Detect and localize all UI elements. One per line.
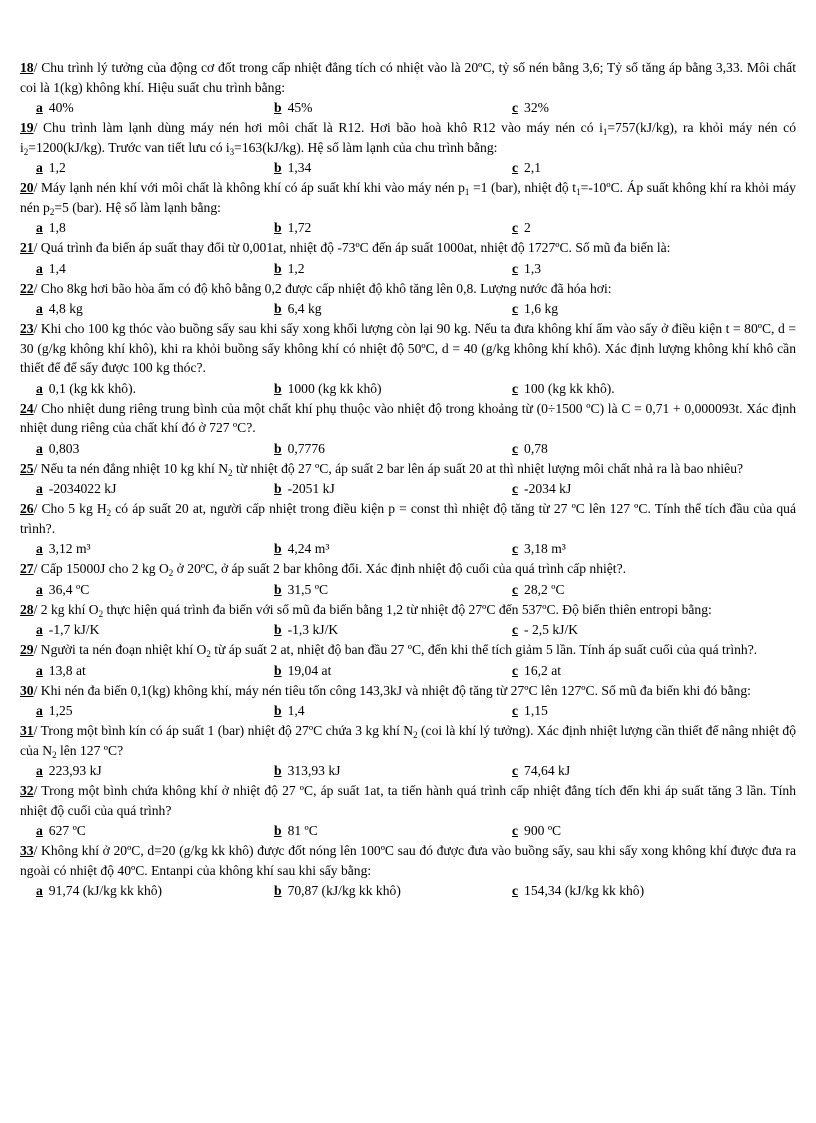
- option-letter: b: [274, 301, 282, 316]
- answer-option-a: [36, 760, 102, 781]
- option-letter: c: [512, 662, 519, 678]
- answer-option-a: [36, 820, 86, 841]
- answer-option-a: [36, 157, 66, 178]
- answer-option-c: [512, 538, 566, 559]
- option-letter: a: [36, 581, 43, 597]
- question-text: Chu trình lý tưởng của động cơ đốt trong cấp nhiệt đẳng tích có nhiệt vào là 20ºC, tỷ số nén bằng 3,6; Tỷ số tăng áp bằng 3,33. Môi chất coi là 1(kg) không khí. Hiệu suất chu trình bằng:: [20, 60, 796, 95]
- option-letter: b: [274, 380, 282, 396]
- subscript: 2: [168, 568, 174, 578]
- option-text: 1,2: [287, 260, 305, 276]
- question-text: Cho nhiệt dung riêng trung bình của một chất khí phụ thuộc vào nhiệt độ trong khoảng từ (0÷1500 ºC) là C = 0,71 + 0,000093t. Xác định nhiệt dung riêng của chất khí đó ở 727 ºC?.: [20, 400, 796, 435]
- answer-option-c: [512, 579, 565, 600]
- option-letter: a: [36, 380, 43, 396]
- option-text: -2034 kJ: [524, 481, 572, 496]
- option-text: 31,5 ºC: [287, 581, 329, 597]
- answer-option-a: [36, 619, 99, 640]
- answer-option-a: [36, 378, 136, 399]
- question-19: 19/ Chu trình làm lạnh dùng máy nén hơi môi chất là R12. Hơi bão hoà khô R12 vào máy nén có $i_1=757(kJ/kg)$, ra khỏi máy nén có $i_2=1200(kJ/kg)$. Trước van tiết lưu có $i_3=163(kJ/kg)$. Hệ số làm lạnh của chu trình bằng:: [20, 120, 796, 157]
- option-letter: b: [274, 763, 282, 778]
- subscript: 2: [49, 206, 55, 217]
- option-letter: c: [512, 160, 519, 175]
- option-text: 32%: [524, 100, 549, 115]
- option-text: 154,34 (kJ/kg kk khô): [524, 883, 645, 898]
- question-text: =757(kJ/kg), ra khỏi máy nén có i: [20, 120, 796, 155]
- question-text: 2 kg khí O: [40, 601, 99, 617]
- option-text: 1,25: [48, 703, 73, 718]
- answer-option-b: [274, 619, 338, 640]
- option-letter: c: [512, 763, 519, 778]
- question-32: 32/ Trong một bình chứa không khí ở nhiệt độ 27 ºC, áp suất 1at, ta tiến hành quá trình cấp nhiệt đẳng tích đến khi áp suất tăng 3 lần. Tính nhiệt độ cuối của quá trình?: [20, 783, 796, 818]
- question-number: 31: [20, 723, 34, 738]
- option-letter: c: [512, 622, 519, 637]
- option-letter: b: [274, 883, 282, 898]
- answer-options: [20, 438, 796, 459]
- question-number: 25: [20, 460, 34, 476]
- answer-option-b: [274, 438, 325, 459]
- option-letter: c: [512, 380, 519, 396]
- option-text: 3,18 m³: [524, 541, 566, 556]
- subscript: 1: [602, 127, 608, 137]
- option-text: 627 ºC: [48, 823, 86, 838]
- option-text: 45%: [287, 100, 313, 115]
- answer-options: [20, 700, 796, 721]
- option-text: 16,2 at: [524, 662, 562, 678]
- answer-options: [20, 258, 796, 279]
- question-text: Người ta nén đoạn nhiệt khí O: [40, 642, 207, 657]
- option-letter: b: [274, 100, 282, 115]
- option-letter: b: [274, 260, 282, 276]
- answer-options: [20, 97, 796, 118]
- option-text: 40%: [48, 100, 74, 115]
- question-text: =-10ºC. Áp suất không khí ra khỏi máy nén p: [20, 180, 796, 215]
- answer-option-b: [274, 538, 329, 559]
- question-31: 31/ Trong một bình kín có áp suất 1 (bar) nhiệt độ 27ºC chứa 3 kg khí $N_2$ (coi là khí lý tưởng). Xác định nhiệt lượng cần thiết để nâng nhiệt độ của $N_2$ lên 127 ºC?: [20, 723, 796, 760]
- option-text: 1,2: [48, 160, 66, 175]
- question-26: 26/ Cho 5 kg $H_2$ có áp suất 20 at, người cấp nhiệt trong điều kiện p = const thì nhiệt độ tăng từ 27 ºC lên 127 ºC. Tính thể tích đầu của quá trình?.: [20, 501, 796, 536]
- option-letter: b: [274, 160, 282, 175]
- question-text: =1 (bar), nhiệt độ t: [469, 180, 577, 195]
- question-number: 22: [20, 280, 34, 296]
- answer-option-a: [36, 258, 66, 279]
- question-25: 25/ Nếu ta nén đẳng nhiệt 10 kg khí $N_2$ từ nhiệt độ 27 ºC, áp suất 2 bar lên áp suất 20 at thì nhiệt lượng môi chất nhả ra là bao nhiêu?: [20, 460, 744, 478]
- question-28: 28/ 2 kg khí $O_2$ thực hiện quá trình đa biến với số mũ đa biến bằng 1,2 từ nhiệt độ 27ºC đến 537ºC. Độ biến thiên entropi bằng:: [20, 601, 712, 619]
- question-text: Chu trình làm lạnh dùng máy nén hơi môi chất là R12. Hơi bão hoà khô R12 vào máy nén có i: [42, 120, 603, 135]
- option-letter: b: [274, 481, 282, 496]
- question-18: 18/ Chu trình lý tưởng của động cơ đốt trong cấp nhiệt đẳng tích có nhiệt vào là 20ºC, tỷ số nén bằng 3,6; Tỷ số tăng áp bằng 3,33. Môi chất coi là 1(kg) không khí. Hiệu suất chu trình bằng:: [20, 60, 796, 95]
- option-text: 2: [524, 220, 531, 235]
- option-text: 74,64 kJ: [524, 763, 571, 778]
- answer-options: [20, 157, 796, 178]
- option-text: 4,8 kg: [48, 301, 83, 316]
- subscript: 2: [228, 467, 233, 478]
- option-letter: b: [274, 662, 282, 678]
- answer-option-a: [36, 298, 83, 319]
- option-letter: a: [36, 883, 43, 898]
- subscript: 1: [576, 187, 581, 197]
- option-letter: c: [512, 823, 519, 838]
- question-text: từ nhiệt độ 27 ºC, áp suất 2 bar lên áp suất 20 at thì nhiệt lượng môi chất nhả ra là bao nhiêu?: [232, 460, 744, 476]
- option-letter: c: [512, 883, 519, 898]
- option-letter: a: [36, 100, 43, 115]
- option-letter: b: [274, 220, 282, 235]
- option-text: 1,8: [48, 220, 66, 235]
- answer-option-c: [512, 700, 548, 721]
- answer-options: [20, 579, 796, 600]
- option-text: 1,15: [524, 703, 548, 718]
- option-letter: a: [36, 541, 43, 556]
- answer-options: [20, 298, 796, 319]
- option-text: 0,78: [524, 440, 548, 456]
- subscript: 2: [98, 608, 104, 619]
- option-text: 1,34: [287, 160, 312, 175]
- answer-option-c: [512, 157, 541, 178]
- question-24: 24/ Cho nhiệt dung riêng trung bình của một chất khí phụ thuộc vào nhiệt độ trong khoảng từ (0÷1500 ºC) là C = 0,71 + 0,000093t. Xác định nhiệt dung riêng của chất khí đó ở 727 ºC?.: [20, 400, 796, 435]
- option-text: 0,7776: [287, 440, 325, 456]
- question-text: Khi nén đa biến 0,1(kg) không khí, máy nén tiêu tốn công 143,3kJ và nhiệt độ tăng từ 27ºC lên 127ºC. Số mũ đa biến khi đó bằng:: [40, 682, 751, 698]
- option-text: -2034022 kJ: [48, 481, 117, 496]
- answer-option-b: [274, 298, 322, 319]
- option-letter: a: [36, 622, 43, 637]
- answer-option-c: [512, 258, 541, 279]
- option-letter: b: [274, 703, 282, 718]
- subscript: 2: [206, 649, 211, 659]
- option-letter: a: [36, 160, 43, 175]
- question-number: 19: [20, 120, 34, 135]
- option-text: 4,24 m³: [287, 541, 330, 556]
- option-text: -2051 kJ: [287, 481, 335, 496]
- answer-option-c: [512, 378, 615, 399]
- option-letter: b: [274, 622, 282, 637]
- answer-option-c: [512, 478, 571, 499]
- answer-option-b: [274, 217, 311, 238]
- question-text: Nếu ta nén đẳng nhiệt 10 kg khí N: [40, 460, 229, 476]
- option-letter: a: [36, 440, 43, 456]
- subscript: 2: [106, 508, 112, 518]
- answer-option-c: [512, 438, 548, 459]
- answer-option-a: [36, 660, 86, 681]
- option-letter: c: [512, 481, 519, 496]
- question-33: 33/ Không khí ở 20ºC, d=20 (g/kg kk khô) được đốt nóng lên 100ºC sau đó được đưa vào buồng sấy, sau khi sấy xong không khí được đưa ra ngoài có nhiệt độ 40ºC. Entanpi của không khí sau khi sấy bằng:: [20, 843, 796, 878]
- option-text: 1,3: [524, 260, 542, 276]
- option-text: 1,4: [48, 260, 66, 276]
- option-text: 36,4 ºC: [48, 581, 90, 597]
- answer-options: [20, 538, 796, 559]
- option-letter: c: [512, 260, 519, 276]
- question-number: 24: [20, 400, 34, 416]
- answer-options: [20, 820, 796, 841]
- answer-option-b: [274, 579, 328, 600]
- question-text: Cấp 15000J cho 2 kg O: [40, 561, 169, 576]
- option-text: 28,2 ºC: [524, 581, 565, 597]
- question-text: Không khí ở 20ºC, d=20 (g/kg kk khô) được đốt nóng lên 100ºC sau đó được đưa vào buồng sấy, sau khi sấy xong không khí được đưa ra ngoài có nhiệt độ 40ºC. Entanpi của không khí sau khi sấy bằng:: [20, 843, 796, 878]
- answer-options: [20, 378, 796, 399]
- question-number: 30: [20, 682, 34, 698]
- subscript: 2: [23, 146, 29, 157]
- answer-option-a: [36, 97, 74, 118]
- option-text: -1,3 kJ/K: [287, 622, 339, 637]
- option-letter: a: [36, 763, 43, 778]
- option-text: 1000 (kg kk khô): [287, 380, 382, 396]
- question-text: lên 127 ºC?: [56, 742, 124, 758]
- question-text: thực hiện quá trình đa biến với số mũ đa biến bằng 1,2 từ nhiệt độ 27ºC đến 537ºC. Độ biến thiên entropi bằng:: [103, 601, 712, 617]
- question-text: Máy lạnh nén khí với môi chất là không khí có áp suất khí khi vào máy nén p: [40, 180, 465, 195]
- question-text: Quá trình đa biến áp suất thay đổi từ 0,001at, nhiệt độ -73ºC đến áp suất 1000at, nhiệt độ 1727ºC. Số mũ đa biến là:: [40, 240, 671, 255]
- option-text: -1,7 kJ/K: [48, 622, 100, 637]
- option-letter: c: [512, 100, 519, 115]
- exam-sheet: [20, 58, 796, 901]
- subscript: 2: [52, 749, 57, 760]
- question-text: ở 20ºC, ở áp suất 2 bar không đổi. Xác định nhiệt độ cuối của quá trình cấp nhiệt?.: [173, 561, 627, 576]
- answer-option-b: [274, 378, 382, 399]
- question-text: =163(kJ/kg). Hệ số làm lạnh của chu trình bằng:: [234, 139, 498, 155]
- option-letter: b: [274, 541, 282, 556]
- option-text: 100 (kg kk khô).: [524, 380, 615, 396]
- option-letter: a: [36, 703, 43, 718]
- option-text: 313,93 kJ: [287, 763, 341, 778]
- answer-option-b: [274, 700, 305, 721]
- question-21: 21/ Quá trình đa biến áp suất thay đổi từ 0,001at, nhiệt độ -73ºC đến áp suất 1000at, nhiệt độ 1727ºC. Số mũ đa biến là:: [20, 240, 671, 255]
- option-text: 900 ºC: [524, 823, 562, 838]
- answer-options: [20, 478, 796, 499]
- answer-options: [20, 217, 796, 238]
- question-22: 22/ Cho 8kg hơi bão hòa ẩm có độ khô bằng 0,2 được cấp nhiệt độ khô tăng lên 0,8. Lượng nước đã hóa hơi:: [20, 280, 612, 296]
- question-text: Cho 8kg hơi bão hòa ẩm có độ khô bằng 0,2 được cấp nhiệt độ khô tăng lên 0,8. Lượng nước đã hóa hơi:: [40, 280, 612, 296]
- option-letter: a: [36, 220, 43, 235]
- option-text: 1,6 kg: [524, 301, 559, 316]
- question-text: Trong một bình kín có áp suất 1 (bar) nhiệt độ 27ºC chứa 3 kg khí N: [40, 723, 414, 738]
- answer-options: [20, 880, 796, 901]
- option-text: 70,87 (kJ/kg kk khô): [287, 883, 401, 898]
- option-text: 13,8 at: [48, 662, 86, 678]
- option-letter: b: [274, 440, 282, 456]
- answer-option-c: [512, 820, 561, 841]
- option-text: 0,803: [48, 440, 80, 456]
- question-number: 20: [20, 180, 34, 195]
- option-letter: a: [36, 823, 43, 838]
- answer-option-b: [274, 660, 331, 681]
- question-20: 20/ Máy lạnh nén khí với môi chất là không khí có áp suất khí khi vào máy nén $p_1 =1$ (bar), nhiệt độ $t_1=-10ºC$. Áp suất không khí ra khỏi máy nén $p_2=5$ (bar). Hệ số làm lạnh bằng:: [20, 180, 796, 217]
- option-letter: c: [512, 440, 519, 456]
- option-text: - 2,5 kJ/K: [524, 622, 579, 637]
- answer-option-b: [274, 880, 401, 901]
- option-letter: c: [512, 581, 519, 597]
- answer-option-c: [512, 660, 561, 681]
- answer-option-a: [36, 880, 162, 901]
- answer-option-b: [274, 478, 335, 499]
- option-text: 19,04 at: [287, 662, 332, 678]
- option-text: 223,93 kJ: [48, 763, 102, 778]
- answer-option-c: [512, 619, 578, 640]
- question-text: =5 (bar). Hệ số làm lạnh bằng:: [54, 199, 221, 215]
- answer-option-a: [36, 579, 89, 600]
- question-text: =1200(kJ/kg). Trước van tiết lưu có i: [28, 139, 230, 155]
- question-text: (coi là khí lý tưởng). Xác định nhiệt lượng cần thiết để nâng nhiệt độ của N: [20, 723, 796, 758]
- subscript: 2: [413, 730, 418, 740]
- question-29: 29/ Người ta nén đoạn nhiệt khí $O_2$ từ áp suất 2 at, nhiệt độ ban đầu 27 ºC, đến khi thể tích giảm 5 lần. Tính áp suất cuối của quá trình?.: [20, 642, 758, 659]
- option-text: 91,74 (kJ/kg kk khô): [48, 883, 163, 898]
- subscript: 3: [229, 146, 235, 157]
- option-text: 1,4: [287, 703, 305, 718]
- question-text: Cho 5 kg H: [41, 501, 107, 516]
- option-letter: c: [512, 703, 519, 718]
- answer-option-a: [36, 538, 91, 559]
- question-number: 28: [20, 601, 34, 617]
- option-letter: a: [36, 481, 43, 496]
- answer-option-b: [274, 760, 340, 781]
- answer-options: [20, 619, 796, 640]
- answer-option-b: [274, 820, 318, 841]
- question-text: Trong một bình chứa không khí ở nhiệt độ 27 ºC, áp suất 1at, ta tiến hành quá trình cấp nhiệt đẳng tích đến khi áp suất tăng 3 lần. Tính nhiệt độ cuối của quá trình?: [20, 783, 796, 818]
- question-number: 27: [20, 561, 34, 576]
- answer-option-c: [512, 298, 558, 319]
- answer-option-c: [512, 97, 549, 118]
- option-letter: a: [36, 260, 43, 276]
- answer-option-c: [512, 217, 531, 238]
- question-30: 30/ Khi nén đa biến 0,1(kg) không khí, máy nén tiêu tốn công 143,3kJ và nhiệt độ tăng từ 27ºC lên 127ºC. Số mũ đa biến khi đó bằng:: [20, 682, 751, 698]
- question-23: 23/ Khi cho 100 kg thóc vào buồng sấy sau khi sấy xong khối lượng còn lại 90 kg. Nếu ta đưa không khí ẩm vào sấy ở điều kiện t = 80ºC, d = 30 (g/kg không khí khô), khi ra khỏi buồng sấy không khí có nhiệt độ 50ºC, d = 40 (g/kg không khí khô). Xác định lượng không khí khô cần thiết để để sấy được 100 kg thóc?.: [20, 321, 796, 375]
- option-letter: c: [512, 301, 519, 316]
- question-text: có áp suất 20 at, người cấp nhiệt trong điều kiện p = const thì nhiệt độ tăng từ 27 ºC lên 127 ºC. Tính thể tích đầu của quá trình?.: [20, 501, 796, 536]
- question-27: 27/ Cấp 15000J cho 2 kg $O_2$ ở 20ºC, ở áp suất 2 bar không đổi. Xác định nhiệt độ cuối của quá trình cấp nhiệt?.: [20, 561, 627, 578]
- option-text: 6,4 kg: [287, 301, 322, 316]
- answer-option-a: [36, 700, 73, 721]
- answer-option-a: [36, 438, 79, 459]
- option-letter: b: [274, 581, 282, 597]
- answer-options: [20, 660, 796, 681]
- option-letter: b: [274, 823, 282, 838]
- question-number: 33: [20, 843, 34, 858]
- question-number: 23: [20, 321, 34, 336]
- answer-option-a: [36, 217, 66, 238]
- option-text: 2,1: [524, 160, 542, 175]
- option-text: 81 ºC: [287, 823, 318, 838]
- answer-option-b: [274, 258, 305, 279]
- question-number: 29: [20, 642, 34, 657]
- option-text: 1,72: [287, 220, 312, 235]
- question-text: từ áp suất 2 at, nhiệt độ ban đầu 27 ºC, đến khi thể tích giảm 5 lần. Tính áp suất cuối của quá trình?.: [210, 642, 758, 657]
- question-number: 26: [20, 501, 34, 516]
- subscript: 1: [464, 187, 470, 197]
- question-number: 18: [20, 60, 34, 75]
- question-text: Khi cho 100 kg thóc vào buồng sấy sau khi sấy xong khối lượng còn lại 90 kg. Nếu ta đưa không khí ẩm vào sấy ở điều kiện t = 80ºC, d = 30 (g/kg không khí khô), khi ra khỏi buồng sấy không khí có nhiệt độ 50ºC, d = 40 (g/kg không khí khô). Xác định lượng không khí khô cần thiết để để sấy được 100 kg thóc?.: [20, 321, 796, 375]
- option-letter: a: [36, 301, 43, 316]
- question-number: 21: [20, 240, 34, 255]
- option-letter: a: [36, 662, 43, 678]
- question-number: 32: [20, 783, 34, 798]
- option-text: 3,12 m³: [48, 541, 91, 556]
- answer-options: [20, 760, 796, 781]
- answer-option-b: [274, 157, 311, 178]
- answer-option-a: [36, 478, 116, 499]
- answer-option-b: [274, 97, 312, 118]
- option-letter: c: [512, 541, 519, 556]
- option-text: 0,1 (kg kk khô).: [48, 380, 137, 396]
- answer-option-c: [512, 760, 570, 781]
- answer-option-c: [512, 880, 644, 901]
- option-letter: c: [512, 220, 519, 235]
